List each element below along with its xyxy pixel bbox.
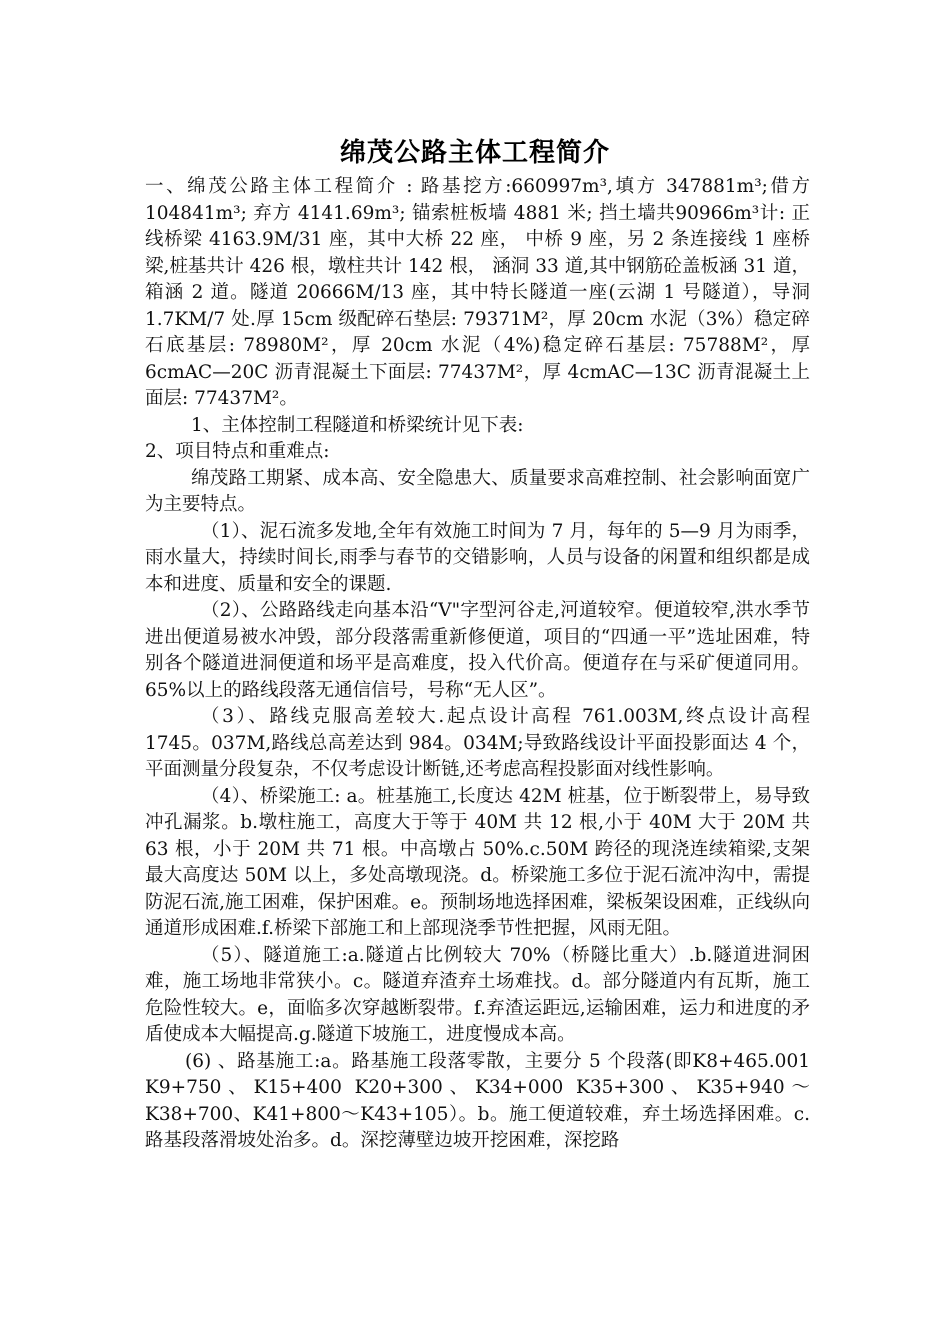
- paragraph-item-3: （3）、路线克服高差较大.起点设计高程 761.003M,终点设计高程 1745。037M,路线总高差达到 984。034M;导致路线设计平面投影面达 4 个，平面测量分段复杂，不仅考虑设计断链,还考虑高程投影面对线性影响。: [145, 706, 810, 780]
- paragraph-overview: 一、绵茂公路主体工程简介 : 路基挖方:660997m³,填方 347881m³;借方 104841m³; 弃方 4141.69m³; 锚索桩板墙 4881 米; 挡土墙共90966m³计: 正线桥梁 4163.9M/31 座，其中大桥 22 座， 中桥 9 座，另 2 条连接线 1 座桥梁,桩基共计 426 根，墩柱共计 142 根， 涵洞 33 道,其中钢筋砼盖板涵 31 道，箱涵 2 道。隧道 20666M/13 座，其中特长隧道一座(云湖 1 号隧道），导洞 1.7KM/7 处.厚 15cm 级配碎石垫层: 79371M²，厚 20cm 水泥（3%）稳定碎石底基层: 78980M²，厚 20cm 水泥（4%)稳定碎石基层: 75788M²，厚 6cmAC—20C 沥青混凝土下面层: 77437M²，厚 4cmAC—13C 沥青混凝土上面层: 77437M²。: [145, 176, 810, 409]
- paragraph-item-2: （2）、公路路线走向基本沿“V"字型河谷走,河道较窄。便道较窄,洪水季节进出便道易被水冲毁，部分段落需重新修便道，项目的“四通一平”选址困难，特别各个隧道进洞便道和场平是高难度，投入代价高。便道存在与采矿便道同用。65%以上的路线段落无通信信号，号称“无人区”。: [145, 600, 810, 701]
- document-title: 绵茂公路主体工程简介: [339, 138, 610, 168]
- paragraph-section-1: 1、主体控制工程隧道和桥梁统计见下表:: [191, 414, 524, 436]
- paragraph-item-1: （1）、泥石流多发地,全年有效施工时间为 7 月，每年的 5—9 月为雨季，雨水量大，持续时间长,雨季与春节的交错影响，人员与设备的闲置和组织都是成本和进度、质量和安全的课题.: [145, 520, 810, 595]
- document-body: [145, 174, 810, 1155]
- paragraph-main-features: 绵茂路工期紧、成本高、安全隐患大、质量要求高难控制、社会影响面宽广为主要特点。: [145, 467, 810, 515]
- paragraph-item-6: (6) 、路基施工:a。路基施工段落零散，主要分 5 个段落(即K8+465.001 K9+750、K15+400 K20+300、K34+000 K35+300、K35+940～K38+700、K41+800～K43+105）。b。施工便道较难，弃土场选择困难。c.路基段落滑坡处治多。d。深挖薄壁边坡开挖困难，深挖路: [145, 1050, 810, 1151]
- paragraph-item-5: （5）、隧道施工:a.隧道占比例较大 70%（桥隧比重大）.b.隧道进洞困难，施工场地非常狭小。c。隧道弃渣弃土场难找。d。部分隧道内有瓦斯，施工危险性较大。e，面临多次穿越断裂带。f.弃渣运距远,运输困难，运力和进度的矛盾使成本大幅提高.g.隧道下坡施工，进度慢成本高。: [145, 944, 810, 1045]
- paragraph-item-4: （4）、桥梁施工: a。桩基施工,长度达 42M 桩基，位于断裂带上，易导致冲孔漏浆。b.墩柱施工，高度大于等于 40M 共 12 根,小于 40M 大于 20M 共 63 根，小于 20M 共 71 根。中高墩占 50%.c.50M 跨径的现浇连续箱梁,支架最大高度达 50M 以上，多处高墩现浇。d。桥梁施工多位于泥石流冲沟中，需提防泥石流,施工困难，保护困难。e。预制场地选择困难，梁板架设困难，正线纵向通道形成困难.f.桥梁下部施工和上部现浇季节性把握，风雨无阻。: [145, 785, 810, 939]
- paragraph-section-2-heading: 2、项目特点和重难点:: [145, 441, 330, 462]
